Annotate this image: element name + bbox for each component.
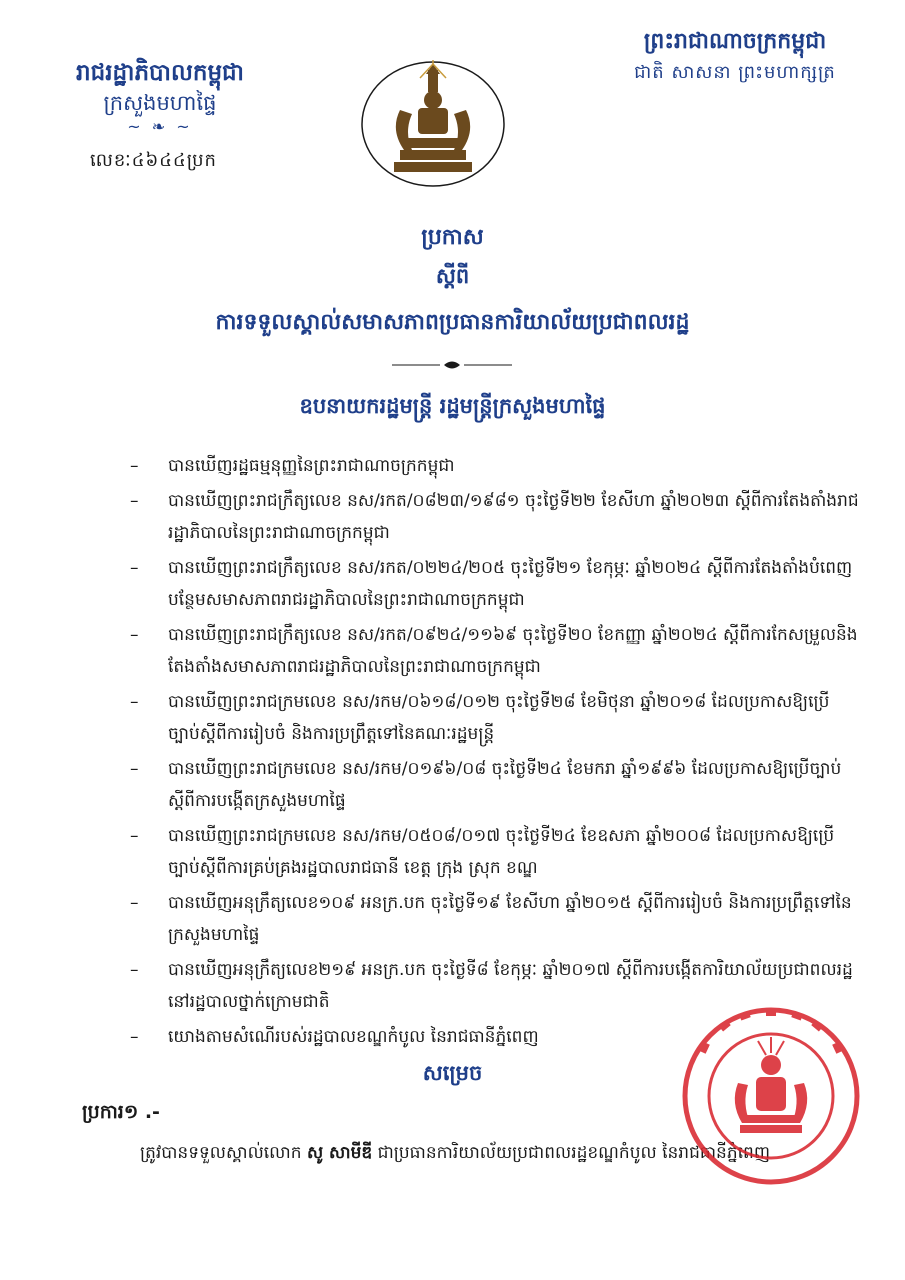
list-item: – បានឃើញព្រះរាជក្រឹត្យលេខ នស/រកត/០២២៤/២០៥ ចុះថ្ងៃទី២១ ខែកុម្ភៈ ឆ្នាំ២០២៤ ស្ដីពីការតែងតាំងបំពេញបន្ថែមសមាសភាពរាជរដ្ឋាភិបាលនៃព្រះរាជាណាចក្រកម្ពុជា [130, 558, 853, 610]
list-item: – បានឃើញអនុក្រឹត្យលេខ២១៩ អនក្រ.បក ចុះថ្ងៃទី៨ ខែកុម្ភៈ ឆ្នាំ២០១៧ ស្ដីពីការបង្កើតការិយាល័យប្រជាពលរដ្ឋនៅរដ្ឋបាលថ្នាក់ក្រោមជាតិ [130, 960, 853, 1012]
decision-heading: សម្រេច [422, 1061, 483, 1085]
list-item: – បានឃើញព្រះរាជក្រឹត្យលេខ នស/រកត/០៨២៣/១៩៨១ ចុះថ្ងៃទី២២ ខែសីហា ឆ្នាំ២០២៣ ស្ដីពីការតែងតាំងរាជរដ្ឋាភិបាលនៃព្រះរាជាណាចក្រកម្ពុជា [130, 491, 859, 543]
document-number: លេខៈ៤៦៤៤ប្រក [90, 150, 217, 171]
official-seal-icon [680, 1005, 862, 1187]
article-text-end: ជាប្រធានការិយាល័យប្រជាពលរដ្ឋខណ្ឌកំបូល នៃរាជធានីភ្នំពេញ [372, 1143, 771, 1163]
ministry-name: ក្រសួងមហាផ្ទៃ [103, 91, 217, 115]
list-item: – បានឃើញអនុក្រឹត្យលេខ១០៩ អនក្រ.បក ចុះថ្ងៃទី១៩ ខែសីហា ឆ្នាំ២០១៥ ស្ដីពីការរៀបចំ និងការប្រព្រឹត្តទៅនៃក្រសួងមហាផ្ទៃ [130, 893, 852, 945]
document-subject: ការទទួលស្គាល់សមាសភាពប្រធានការិយាល័យប្រជាពលរដ្ឋ [215, 310, 690, 335]
list-item: – យោងតាមសំណើរបស់រដ្ឋបាលខណ្ឌកំបូល នៃរាជធានីភ្នំពេញ [130, 1027, 539, 1047]
kingdom-header [600, 26, 870, 88]
list-item: – បានឃើញព្រះរាជក្រឹត្យលេខ នស/រកត/០៩២៤/១១៦៩ ចុះថ្ងៃទី២០ ខែកញ្ញា ឆ្នាំ២០២៤ ស្ដីពីការកែសម្រួលនិងតែងតាំងសមាសភាពរាជរដ្ឋាភិបាលនៃព្រះរាជាណាចក្រកម្ពុជា [130, 625, 858, 677]
ministry-header [55, 58, 265, 136]
person-name: សូ សាមីឌី [306, 1143, 373, 1163]
ornament-divider: ~ ❧ ~ [127, 117, 193, 136]
issuer-title: ឧបនាយករដ្ឋមន្ត្រី រដ្ឋមន្ត្រីក្រសួងមហាផ្ទៃ [299, 394, 606, 418]
list-item: – បានឃើញព្រះរាជក្រមលេខ នស/រកម/០១៩៦/០៨ ចុះថ្ងៃទី២៤ ខែមករា ឆ្នាំ១៩៩៦ ដែលប្រកាសឱ្យប្រើច្បាប់ស្ដីពីការបង្កើតក្រសួងមហាផ្ទៃ [130, 759, 842, 811]
government-name: រាជរដ្ឋាភិបាលកម្ពុជា [76, 60, 244, 86]
ornament-divider-icon [392, 358, 512, 372]
royal-emblem-icon [360, 60, 506, 188]
preamble-clauses [130, 450, 860, 1056]
article-label: ប្រការ១ .- [82, 1101, 160, 1123]
national-motto: ជាតិ សាសនា ព្រះមហាក្សត្រ [634, 62, 836, 83]
article-text-start: ត្រូវបានទទួលស្គាល់លោក [140, 1143, 307, 1163]
kingdom-name: ព្រះរាជាណាចក្រកម្ពុជា [643, 29, 827, 54]
document-type-heading: ប្រកាស [421, 225, 484, 250]
regarding-heading: ស្ដីពី [435, 264, 470, 288]
list-item: – បានឃើញព្រះរាជក្រមលេខ នស/រកម/០៥០៨/០១៧ ចុះថ្ងៃទី២៤ ខែឧសភា ឆ្នាំ២០០៨ ដែលប្រកាសឱ្យប្រើច្បាប់ស្ដីពីការគ្រប់គ្រងរដ្ឋបាលរាជធានី ខេត្ត ក្រុង ស្រុក ខណ្ឌ [130, 826, 835, 878]
list-item: – បានឃើញព្រះរាជក្រមលេខ នស/រកម/០៦១៨/០១២ ចុះថ្ងៃទី២៨ ខែមិថុនា ឆ្នាំ២០១៨ ដែលប្រកាសឱ្យប្រើច្បាប់ស្ដីពីការរៀបចំ និងការប្រព្រឹត្តទៅនៃគណៈរដ្ឋមន្ត្រី [130, 692, 830, 744]
list-item: – បានឃើញរដ្ឋធម្មនុញ្ញនៃព្រះរាជាណាចក្រកម្ពុជា [130, 456, 455, 476]
